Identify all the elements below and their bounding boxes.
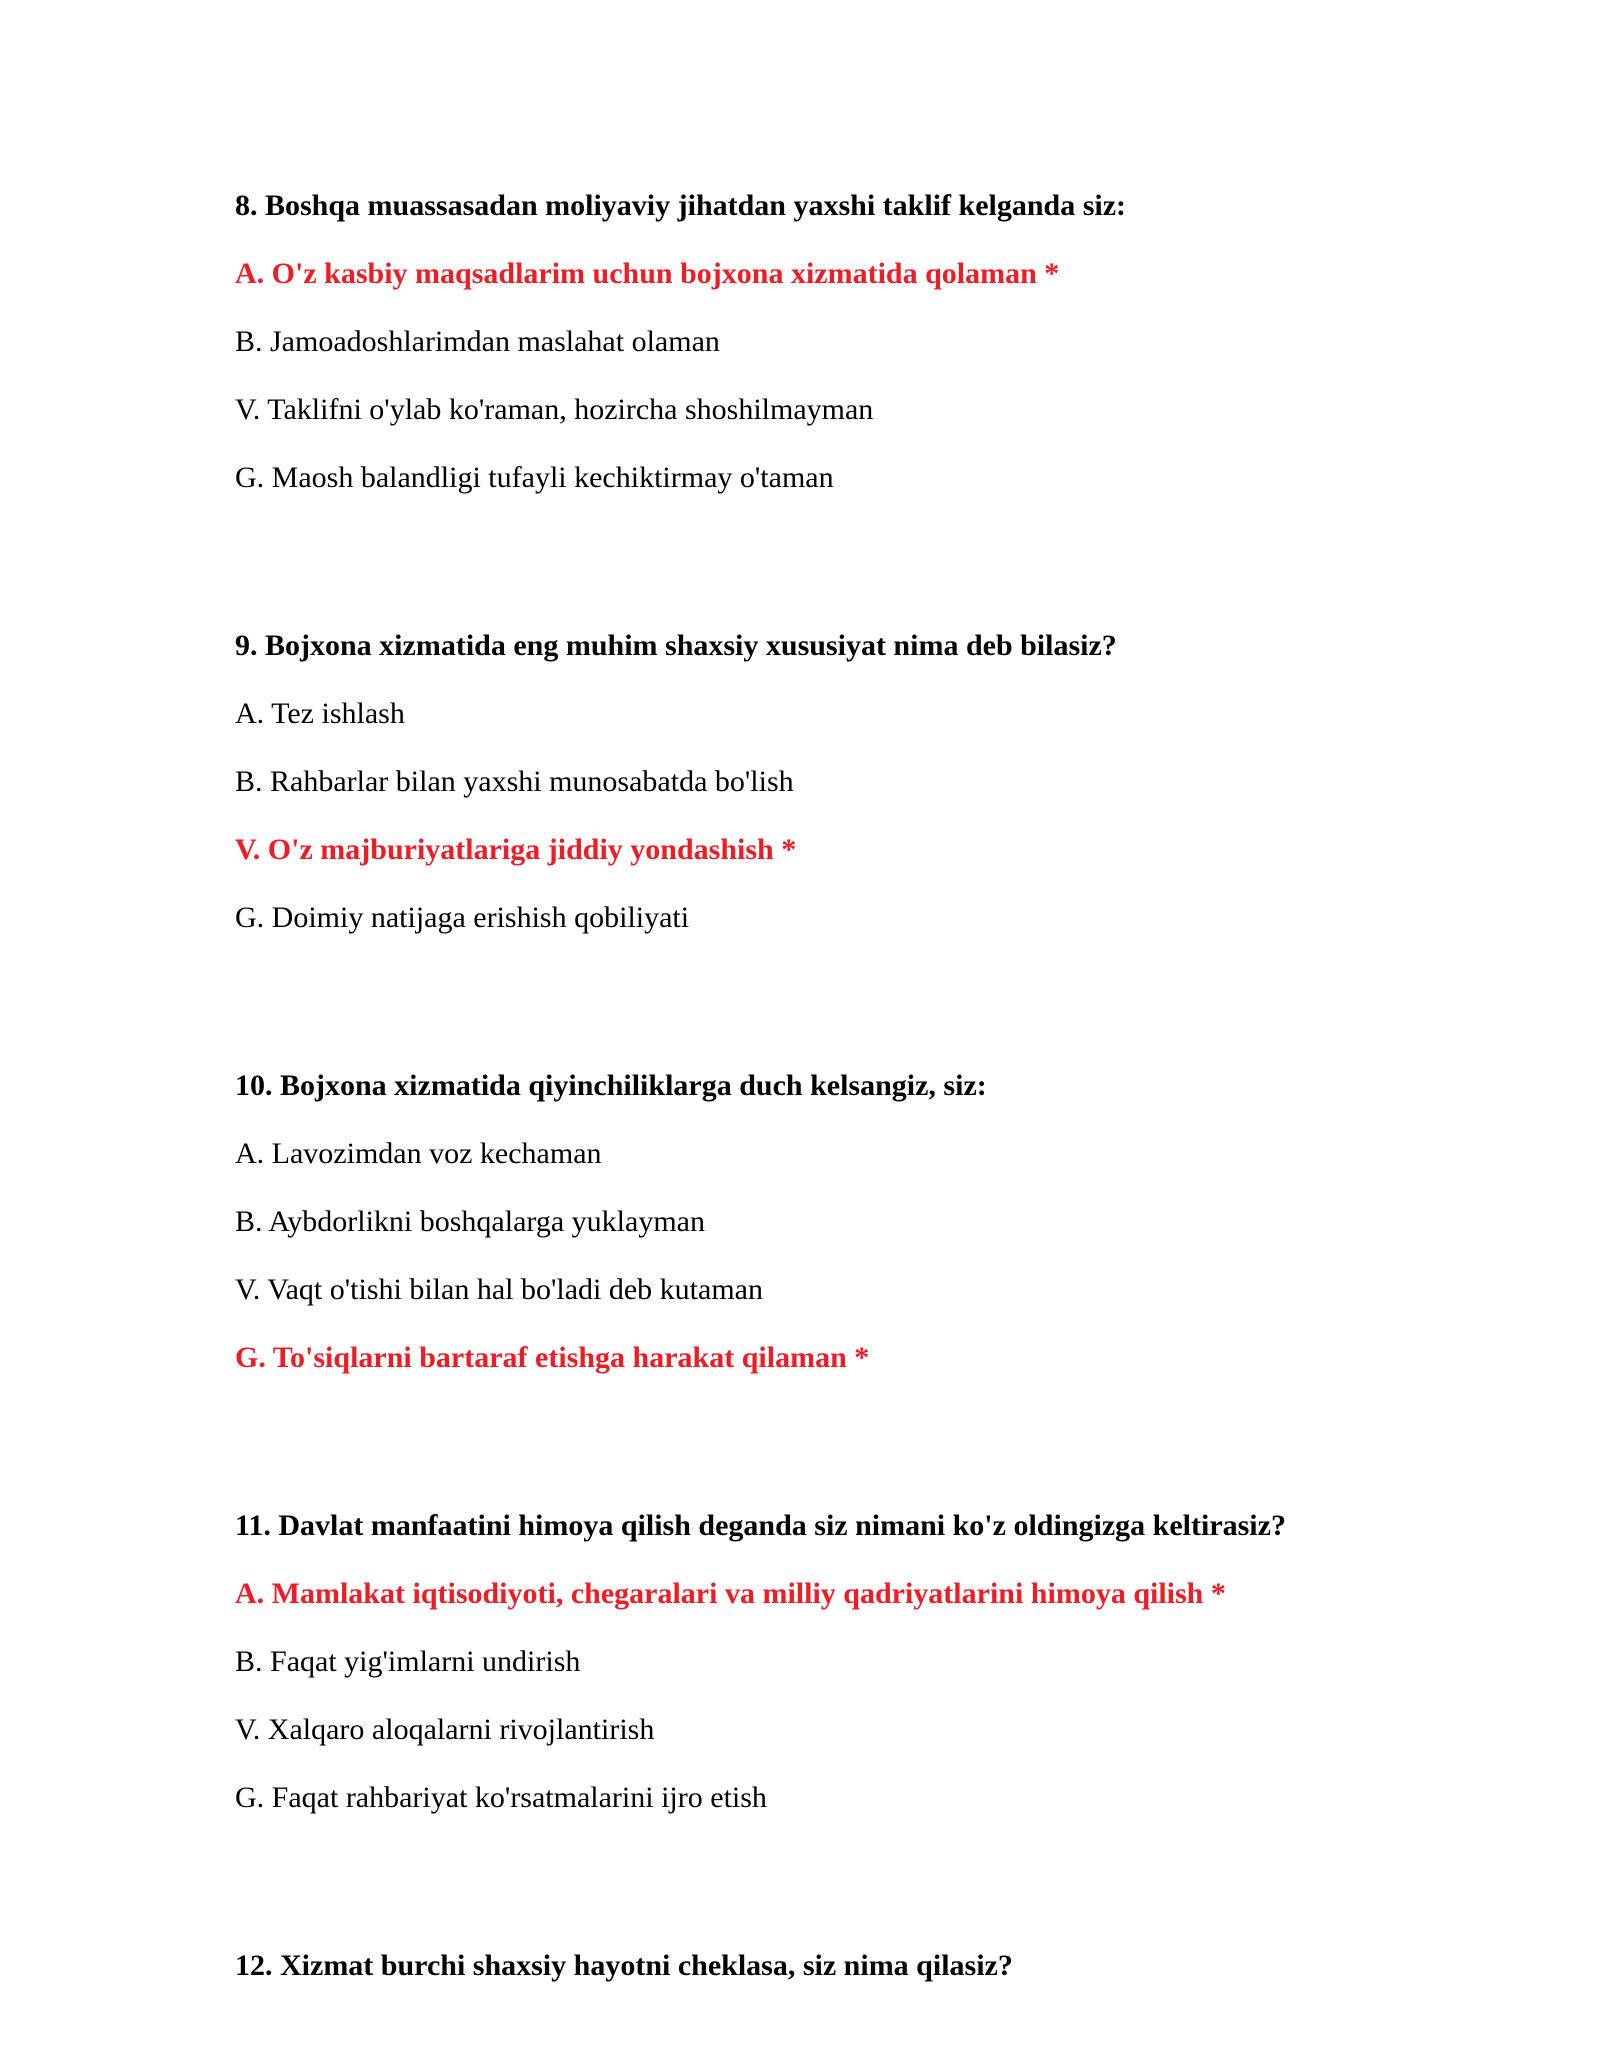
- answer-option-a: A. Mamlakat iqtisodiyoti, chegaralari va milliy qadriyatlarini himoya qilish *: [235, 1577, 1226, 1610]
- question-9: [235, 626, 1480, 938]
- answer-option-b: B. Faqat yig'imlarni undirish: [235, 1645, 581, 1678]
- answer-option-a: A. Tez ishlash: [235, 697, 405, 730]
- answer-option-b: B. Rahbarlar bilan yaxshi munosabatda bo'lish: [235, 765, 794, 798]
- question-12: [235, 1946, 1480, 1986]
- answer-option-g: G. Maosh balandligi tufayli kechiktirmay o'taman: [235, 461, 834, 494]
- answer-option-g: G. Doimiy natijaga erishish qobiliyati: [235, 901, 690, 934]
- answer-option-v: V. Vaqt o'tishi bilan hal bo'ladi deb kutaman: [235, 1273, 763, 1306]
- question-8: [235, 186, 1480, 498]
- question-text: 12. Xizmat burchi shaxsiy hayotni cheklasa, siz nima qilasiz?: [235, 1949, 1013, 1982]
- question-11: [235, 1506, 1480, 1818]
- answer-option-a: A. O'z kasbiy maqsadlarim uchun bojxona xizmatida qolaman *: [235, 257, 1060, 290]
- answer-option-v: V. O'z majburiyatlariga jiddiy yondashish *: [235, 833, 797, 866]
- question-text: 9. Bojxona xizmatida eng muhim shaxsiy xususiyat nima deb bilasiz?: [235, 629, 1117, 662]
- question-text: 11. Davlat manfaatini himoya qilish deganda siz nimani ko'z oldingizga keltirasiz?: [235, 1509, 1286, 1542]
- answer-option-b: B. Jamoadoshlarimdan maslahat olaman: [235, 325, 720, 358]
- answer-option-v: V. Taklifni o'ylab ko'raman, hozircha shoshilmayman: [235, 393, 874, 426]
- question-text: 10. Bojxona xizmatida qiyinchiliklarga duch kelsangiz, siz:: [235, 1069, 987, 1102]
- answer-option-v: V. Xalqaro aloqalarni rivojlantirish: [235, 1713, 655, 1746]
- answer-option-g: G. To'siqlarni bartaraf etishga harakat qilaman *: [235, 1341, 870, 1374]
- question-text: 8. Boshqa muassasadan moliyaviy jihatdan yaxshi taklif kelganda siz:: [235, 189, 1127, 222]
- answer-option-b: B. Aybdorlikni boshqalarga yuklayman: [235, 1205, 705, 1238]
- answer-option-a: A. Lavozimdan voz kechaman: [235, 1137, 602, 1170]
- question-10: [235, 1066, 1480, 1378]
- answer-option-g: G. Faqat rahbariyat ko'rsatmalarini ijro etish: [235, 1781, 767, 1814]
